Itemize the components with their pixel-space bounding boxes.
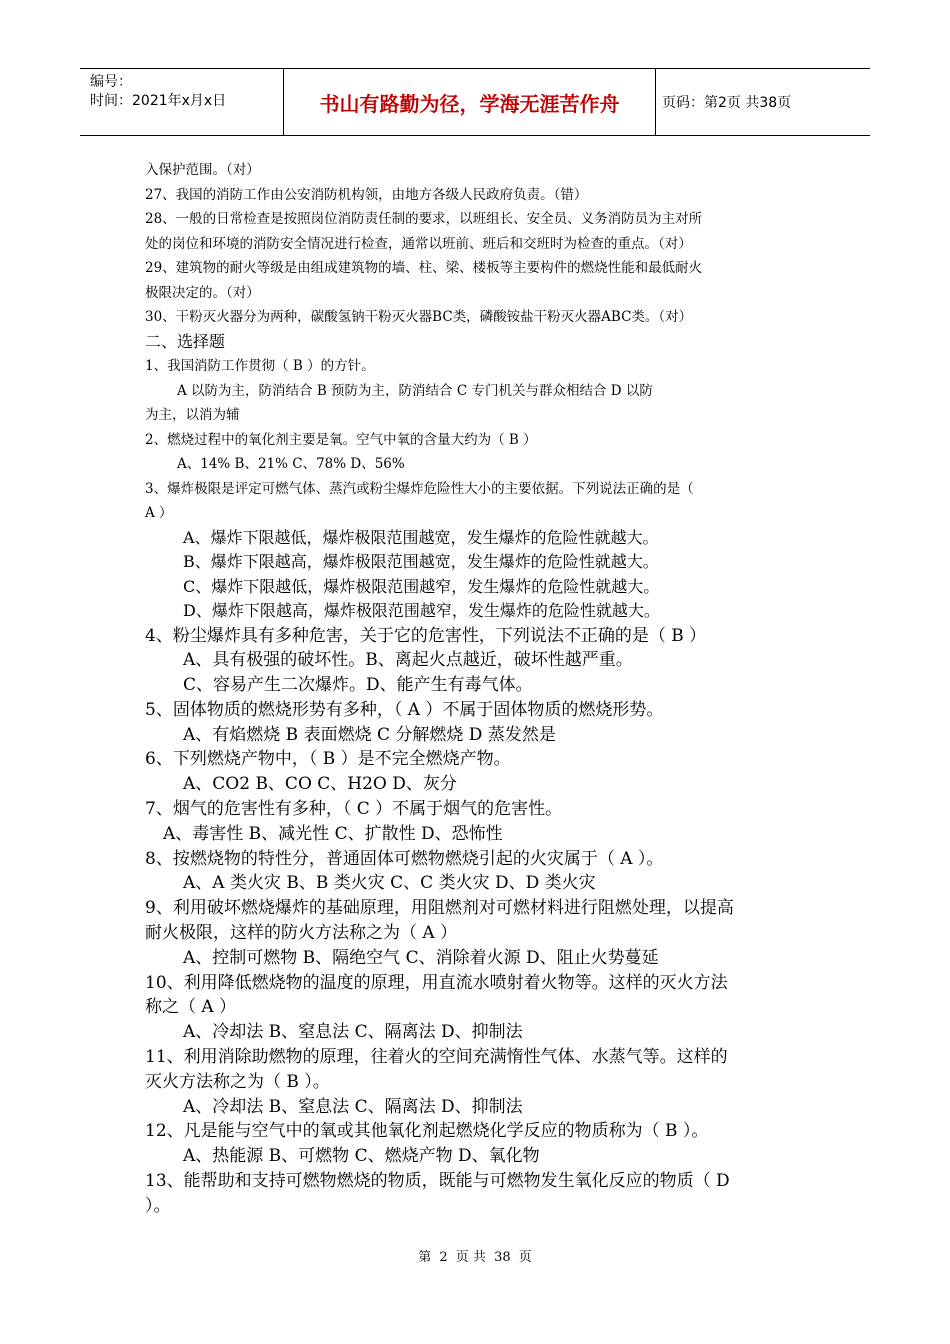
options-line: A、控制可燃物 B、隔绝空气 C、消除着火源 D、阻止火势蔓延 bbox=[183, 947, 659, 968]
section-heading: 二、选择题 bbox=[145, 331, 226, 351]
text-line: 28、一般的日常检查是按照岗位消防责任制的要求，以班组长、安全员、义务消防员为主对所 bbox=[145, 211, 703, 227]
options-line: C、容易产生二次爆炸。D、能产生有毒气体。 bbox=[183, 675, 533, 696]
page-header bbox=[80, 68, 870, 136]
footer-suffix: 页 bbox=[518, 1250, 532, 1265]
options-line: A、CO2 B、CO C、H2O D、灰分 bbox=[183, 774, 457, 795]
document-body bbox=[145, 158, 805, 1219]
options-line: A、冷却法 B、窒息法 C、隔离法 D、抑制法 bbox=[183, 1096, 523, 1117]
text-line: 极限决定的。（对） bbox=[145, 284, 260, 301]
options-line: A、爆炸下限越低，爆炸极限范围越宽，发生爆炸的危险性就越大。 bbox=[183, 527, 659, 547]
page-footer bbox=[0, 1246, 950, 1265]
document-time-label: 时间：2021年x月x日 bbox=[90, 93, 227, 109]
question-line: 10、利用降低燃烧物的温度的原理，用直流水喷射着火物等。这样的灭火方法 bbox=[145, 972, 728, 993]
options-line: A 以防为主，防消结合 B 预防为主，防消结合 C 专门机关与群众相结合 D 以防 bbox=[177, 382, 653, 399]
header-motto: 书山有路勤为径，学海无涯苦作舟 bbox=[284, 69, 656, 135]
question-line: 11、利用消除助燃物的原理，往着火的空间充满惰性气体、水蒸气等。这样的 bbox=[145, 1047, 728, 1068]
question-line: 称之（ A ） bbox=[145, 997, 237, 1018]
document-number-label: 编号： bbox=[90, 74, 132, 90]
text-line: 处的岗位和环境的消防安全情况进行检查，通常以班前、班后和交班时为检查的重点。（对） bbox=[145, 235, 692, 252]
question-line: 耐火极限，这样的防火方法称之为（ A ） bbox=[145, 923, 458, 944]
text-line: 入保护范围。（对） bbox=[145, 162, 260, 178]
footer-prefix: 第 bbox=[418, 1250, 432, 1265]
question-line: 4、粉尘爆炸具有多种危害，关于它的危害性，下列说法不正确的是（ B ） bbox=[145, 625, 707, 646]
question-line: 12、凡是能与空气中的氧或其他氧化剂起燃烧化学反应的物质称为（ B ）。 bbox=[145, 1121, 709, 1142]
options-line: A、具有极强的破坏性。B、离起火点越近，破坏性越严重。 bbox=[183, 650, 633, 671]
question-line: 6、下列燃烧产物中，（ B ）是不完全燃烧产物。 bbox=[145, 749, 511, 770]
options-line: C、爆炸下限越低，爆炸极限范围越窄，发生爆炸的危险性就越大。 bbox=[183, 576, 660, 596]
options-line: D、爆炸下限越高，爆炸极限范围越窄，发生爆炸的危险性就越大。 bbox=[183, 601, 660, 620]
question-line: 灭火方法称之为（ B ）。 bbox=[145, 1071, 330, 1092]
options-line: A、A 类火灾 B、B 类火灾 C、C 类火灾 D、D 类火灾 bbox=[183, 873, 596, 894]
options-line: B、爆炸下限越高，爆炸极限范围越宽，发生爆炸的危险性就越大。 bbox=[183, 552, 659, 571]
options-line: 为主，以消为辅 bbox=[145, 407, 240, 423]
question-line: 5、固体物质的燃烧形势有多种，（ A ）不属于固体物质的燃烧形势。 bbox=[145, 699, 664, 720]
text-line: 30、干粉灭火器分为两种，碳酸氢钠干粉灭火器BC类，磷酸铵盐干粉灭火器ABC类。（对） bbox=[145, 309, 693, 325]
options-line: A、冷却法 B、窒息法 C、隔离法 D、抑制法 bbox=[183, 1022, 523, 1043]
question-line: 3、爆炸极限是评定可燃气体、蒸汽或粉尘爆炸危险性大小的主要依据。下列说法正确的是（ bbox=[145, 480, 694, 497]
footer-total-pages: 38 bbox=[494, 1250, 511, 1265]
question-line: 7、烟气的危害性有多种，（ C ）不属于烟气的危害性。 bbox=[145, 799, 563, 820]
question-line: 1、我国消防工作贯彻（ B ）的方针。 bbox=[145, 358, 375, 374]
question-line: 13、能帮助和支持可燃物燃烧的物质，既能与可燃物发生氧化反应的物质（ D bbox=[145, 1171, 730, 1192]
options-line: A、热能源 B、可燃物 C、燃烧产物 D、氧化物 bbox=[183, 1146, 540, 1167]
text-line: 27、我国的消防工作由公安消防机构领，由地方各级人民政府负责。（错） bbox=[145, 186, 588, 203]
question-line: 2、燃烧过程中的氧化剂主要是氧。空气中氧的含量大约为（ B ） bbox=[145, 431, 537, 448]
footer-page-number: 2 bbox=[439, 1250, 448, 1265]
header-meta bbox=[80, 69, 284, 135]
question-line: 8、按燃烧物的特性分，普通固体可燃物燃烧引起的火灾属于（ A ）。 bbox=[145, 848, 664, 869]
text-line: 29、建筑物的耐火等级是由组成建筑物的墙、柱、梁、楼板等主要构件的燃烧性能和最低耐火 bbox=[145, 260, 703, 276]
options-line: A、毒害性 B、减光性 C、扩散性 D、恐怖性 bbox=[163, 823, 503, 844]
question-line: A ） bbox=[145, 505, 173, 521]
options-line: A、14% B、21% C、78% D、56% bbox=[177, 456, 405, 472]
question-line: 9、利用破坏燃烧爆炸的基础原理，用阻燃剂对可燃材料进行阻燃处理，以提高 bbox=[145, 898, 734, 919]
question-line: ）。 bbox=[145, 1195, 171, 1216]
header-page-label: 页码：第2页 共38页 bbox=[662, 95, 792, 111]
footer-mid: 页 共 bbox=[455, 1250, 486, 1265]
options-line: A、有焰燃烧 B 表面燃烧 C 分解燃烧 D 蒸发然是 bbox=[183, 724, 556, 745]
